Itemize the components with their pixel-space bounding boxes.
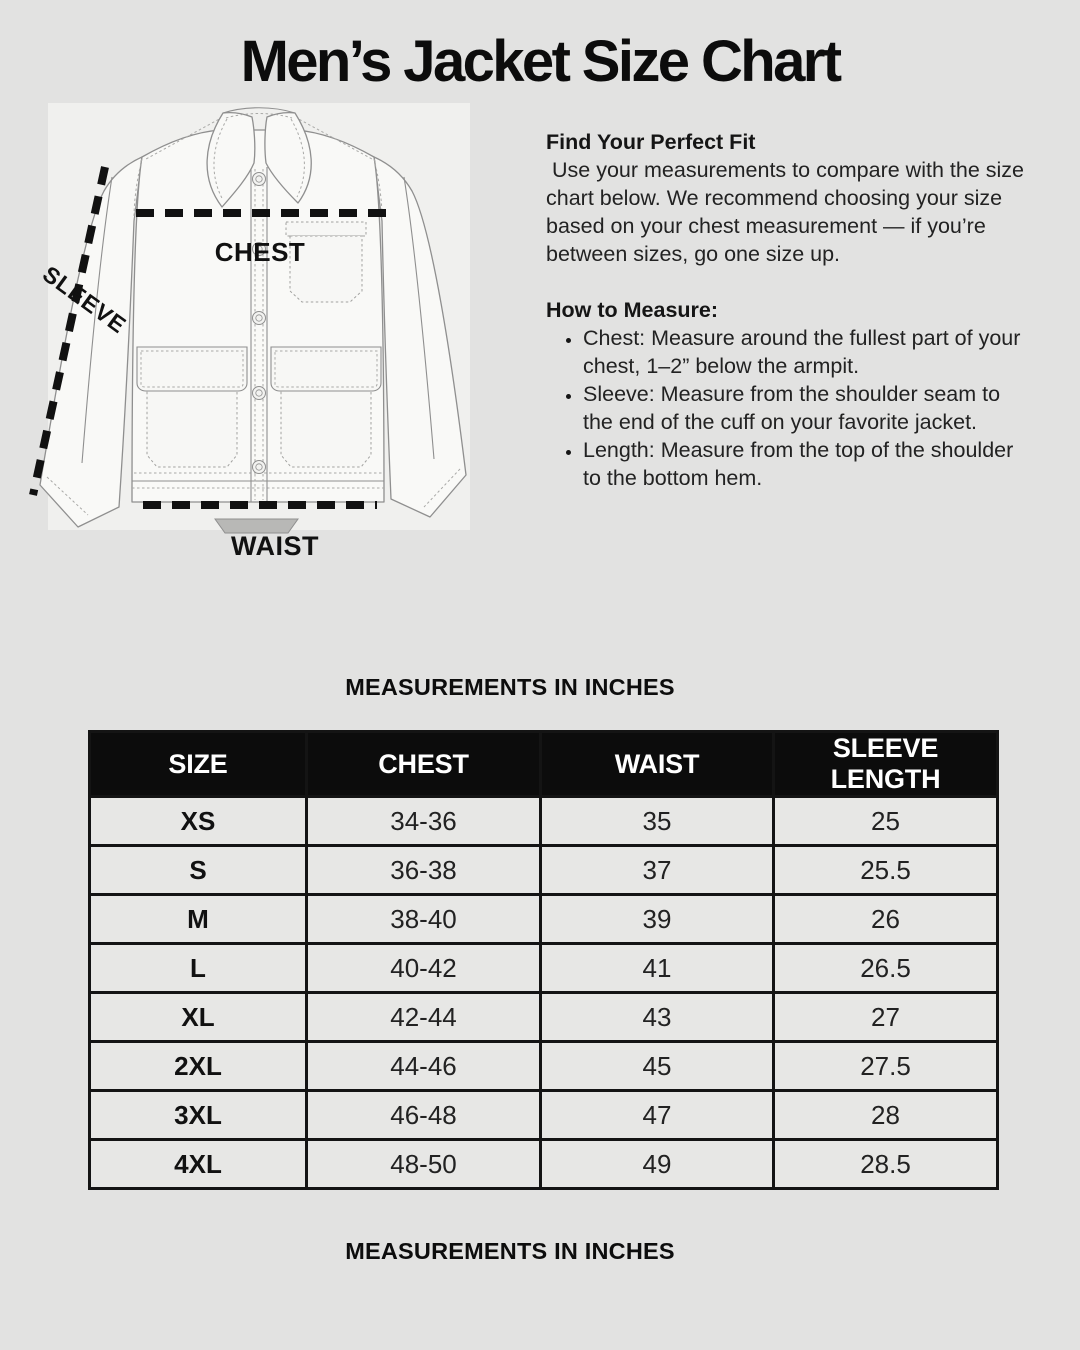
page-title: Men’s Jacket Size Chart: [240, 29, 840, 94]
table-cell: 35: [541, 797, 774, 846]
table-header-cell: WAIST: [541, 732, 774, 797]
table-row: [90, 993, 998, 1042]
size-cell: 3XL: [90, 1091, 307, 1140]
size-cell: XL: [90, 993, 307, 1042]
table-cell: 41: [541, 944, 774, 993]
table-cell: 36-38: [307, 846, 541, 895]
chest-measure-label: CHEST: [214, 237, 306, 267]
table-cell: 25: [774, 797, 998, 846]
fit-info: [546, 128, 1032, 492]
table-cell: 42-44: [307, 993, 541, 1042]
table-cell: 45: [541, 1042, 774, 1091]
table-row: [90, 1042, 998, 1091]
jacket-right-pocket: [281, 387, 371, 467]
list-item: • Length: Measure from the top of the shoulder to the bottom hem.: [583, 436, 1032, 492]
table-cell: 26: [774, 895, 998, 944]
table-cell: 34-36: [307, 797, 541, 846]
table-header-row: [90, 732, 998, 797]
table-row: [90, 1091, 998, 1140]
fit-intro: Use your measurements to compare with the size chart below. We recommend choosing your size based on your chest measurement — if you’re between sizes, go one size up.: [546, 158, 1030, 266]
table-header-cell: SIZE: [90, 732, 307, 797]
table-header-cell: CHEST: [307, 732, 541, 797]
table-cell: 46-48: [307, 1091, 541, 1140]
jacket-illustration: [20, 103, 470, 563]
size-cell: S: [90, 846, 307, 895]
table-cell: 37: [541, 846, 774, 895]
table-row: [90, 797, 998, 846]
table-cell: 43: [541, 993, 774, 1042]
size-table: [88, 730, 999, 1190]
table-caption-bottom: MEASUREMENTS IN INCHES: [345, 1238, 675, 1264]
how-to-heading: How to Measure:: [546, 298, 719, 322]
table-cell: 49: [541, 1140, 774, 1189]
jacket-diagram: [20, 103, 470, 563]
table-cell: 39: [541, 895, 774, 944]
size-cell: L: [90, 944, 307, 993]
list-item: • Chest: Measure around the fullest part of your chest, 1–2” below the armpit.: [583, 324, 1032, 380]
size-table-head: [90, 732, 998, 797]
measure-instructions: [546, 324, 1032, 492]
table-cell: 25.5: [774, 846, 998, 895]
table-cell: 27: [774, 993, 998, 1042]
jacket-left-pocket: [147, 387, 237, 467]
table-cell: 47: [541, 1091, 774, 1140]
table-row: [90, 846, 998, 895]
table-caption-top: MEASUREMENTS IN INCHES: [345, 674, 675, 700]
table-cell: 26.5: [774, 944, 998, 993]
size-table-body: [90, 797, 998, 1189]
list-item: • Sleeve: Measure from the shoulder seam to the end of the cuff on your favorite jacket.: [583, 380, 1032, 436]
table-cell: 40-42: [307, 944, 541, 993]
table-row: [90, 895, 998, 944]
jacket-chest-pocket: [286, 222, 366, 236]
sleeve-measure-label: SLEEVE: [37, 260, 132, 339]
table-cell: 38-40: [307, 895, 541, 944]
table-cell: 48-50: [307, 1140, 541, 1189]
size-cell: 2XL: [90, 1042, 307, 1091]
size-cell: 4XL: [90, 1140, 307, 1189]
table-cell: 28.5: [774, 1140, 998, 1189]
waist-measure-label: WAIST: [231, 531, 319, 561]
table-row: [90, 1140, 998, 1189]
table-header-cell: SLEEVE LENGTH: [774, 732, 998, 797]
table-row: [90, 944, 998, 993]
table-cell: 28: [774, 1091, 998, 1140]
table-cell: 44-46: [307, 1042, 541, 1091]
size-cell: XS: [90, 797, 307, 846]
fit-heading: Find Your Perfect Fit: [546, 130, 756, 154]
size-cell: M: [90, 895, 307, 944]
table-cell: 27.5: [774, 1042, 998, 1091]
